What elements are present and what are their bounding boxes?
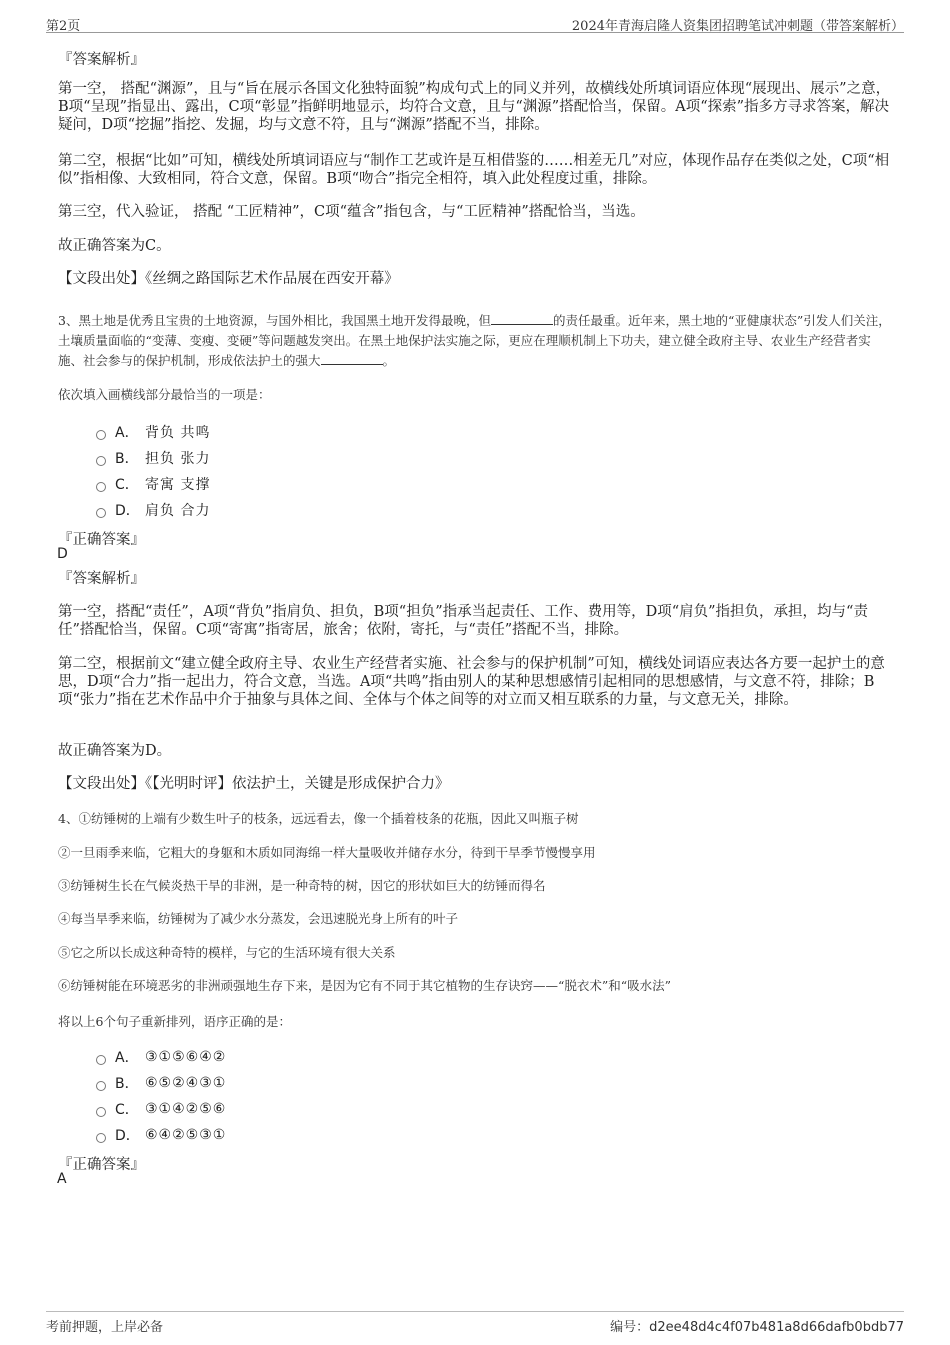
q3-stem: [58, 311, 892, 371]
page-header: [46, 12, 904, 33]
q3-analysis-label: 『答案解析』: [58, 571, 145, 587]
radio-icon[interactable]: [96, 1107, 106, 1117]
q3-option-a[interactable]: [96, 422, 210, 442]
q4-option-b[interactable]: [96, 1073, 226, 1093]
q3-stem-text-1: 3、黑土地是优秀且宝贵的土地资源，与国外相比，我国黑土地开发得最晚，但: [58, 313, 491, 328]
q2-analysis-p3: 第三空，代入验证， 搭配 “工匠精神”，C项“蕴含”指包含，与“工匠精神”搭配恰当，当选。: [58, 204, 645, 220]
q4-option-a[interactable]: [96, 1047, 226, 1067]
q4-sentence-6: ⑥纺锤树能在环境恶劣的非洲顽强地生存下来，是因为它有不同于其它植物的生存诀窍——“脱衣术”和“吸水法”: [58, 978, 672, 993]
q2-source: 【文段出处】《丝绸之路国际艺术作品展在西安开幕》: [58, 271, 399, 287]
q3-option-b[interactable]: [96, 448, 210, 468]
page-footer: [46, 1311, 904, 1336]
q3-conclusion: 故正确答案为D。: [58, 743, 172, 759]
q4-sentence-4: ④每当旱季来临，纺锤树为了减少水分蒸发，会迅速脱光身上所有的叶子: [58, 911, 459, 926]
option-text: ⑥④②⑤③①: [145, 1127, 227, 1143]
radio-icon[interactable]: [96, 456, 106, 466]
option-letter: B．: [115, 1076, 139, 1092]
footer-slogan: 考前押题，上岸必备: [46, 1320, 164, 1335]
option-text: ③①⑤⑥④②: [145, 1049, 227, 1065]
option-text: 背负 共鸣: [145, 425, 211, 441]
q2-conclusion: 故正确答案为C。: [58, 238, 171, 254]
option-letter: D．: [115, 1128, 140, 1144]
q4-correct-answer: A: [57, 1171, 67, 1187]
q4-sentence-3: ③纺锤树生长在气候炎热干旱的非洲，是一种奇特的树，因它的形状如巨大的纺锤而得名: [58, 878, 546, 893]
q3-analysis-p2: 第二空，根据前文“建立健全政府主导、农业生产经营者实施、社会参与的保护机制”可知，横线处词语应表达各方要一起护土的意思，D项“合力”指一起出力，符合文意，当选。A项“共鸣”指由别人的某种思想感情引起相同的思想感情，与文意不符，排除；B项“张力”指在艺术作品中介于抽象与具体之间、全体与个体之间等的对立而又相互联系的力量，与文意无关，排除。: [58, 656, 885, 708]
q3-source: 【文段出处】《【光明时评】依法护土，关键是形成保护合力》: [58, 776, 450, 792]
q2-analysis-label: 『答案解析』: [58, 52, 145, 68]
q3-correct-answer: D: [57, 546, 68, 562]
option-letter: B．: [115, 451, 139, 467]
option-text: ③①④②⑤⑥: [145, 1101, 227, 1117]
radio-icon[interactable]: [96, 1081, 106, 1091]
option-text: 担负 张力: [145, 451, 211, 467]
option-letter: C．: [115, 477, 139, 493]
q4-sentence-2: ②一旦雨季来临，它粗大的身躯和木质如同海绵一样大量吸收并储存水分，待到干旱季节慢慢享用: [58, 845, 596, 860]
q3-analysis-p1: 第一空，搭配“责任”，A项“背负”指肩负、担负，B项“担负”指承当起责任、工作、费用等，D项“肩负”指担负，承担，均与“责任”搭配恰当，保留。C项“寄寓”指寄居，旅舍；依附，寄托，与“责任”搭配不当，排除。: [58, 604, 868, 638]
q2-analysis-p1: 第一空， 搭配“渊源”，且与“旨在展示各国文化独特面貌”构成句式上的同义并列，故横线处所填词语应体现“展现出、展示”之意，B项“呈现”指显出、露出，C项“彰显”指鲜明地显示，均符合文意，且与“渊源”搭配恰当，保留。A项“探索”指多方寻求答案，解决疑问，D项“挖掘”指挖、发掘，均与文意不符，且与“渊源”搭配不当，排除。: [58, 81, 891, 133]
q3-blank-1: [491, 312, 553, 325]
radio-icon[interactable]: [96, 508, 106, 518]
q4-option-c[interactable]: [96, 1099, 226, 1119]
radio-icon[interactable]: [96, 482, 106, 492]
q3-option-c[interactable]: [96, 474, 210, 494]
q4-option-d[interactable]: [96, 1125, 226, 1145]
q3-prompt: 依次填入画横线部分最恰当的一项是：: [58, 387, 271, 402]
document-title: 2024年青海启隆人资集团招聘笔试冲刺题（带答案解析）: [571, 19, 904, 34]
radio-icon[interactable]: [96, 1055, 106, 1065]
option-letter: D．: [115, 503, 140, 519]
radio-icon[interactable]: [96, 430, 106, 440]
q3-stem-text-2: 的责任最重。近年来，黑土地的“亚健康状态”引发人们关注，土壤质量面临的“变薄、变瘦、变硬”等问题越发突出。在黑土地保护法实施之际，更应在理顺机制上下功夫，建立健全政府主导、农业生产经营者实施、社会参与的保护机制，形成依法护土的强大: [58, 313, 891, 368]
option-text: 寄寓 支撑: [145, 477, 211, 493]
option-letter: A．: [115, 425, 139, 441]
document-code: 编号：d2ee48d4c4f07b481a8d66dafb0bdb77: [610, 1320, 904, 1335]
q4-sentence-1: 4、①纺锤树的上端有少数生叶子的枝条，远远看去，像一个插着枝条的花瓶，因此又叫瓶子树: [58, 811, 579, 826]
q3-blank-2: [321, 352, 383, 365]
q4-correct-label: 『正确答案』: [58, 1157, 145, 1173]
option-text: ⑥⑤②④③①: [145, 1075, 227, 1091]
option-letter: C．: [115, 1102, 139, 1118]
page-number: 第2页: [46, 19, 81, 34]
radio-icon[interactable]: [96, 1133, 106, 1143]
q3-option-d[interactable]: [96, 500, 210, 520]
option-letter: A．: [115, 1050, 139, 1066]
q3-correct-label: 『正确答案』: [58, 532, 145, 548]
q4-prompt: 将以上6个句子重新排列，语序正确的是：: [58, 1014, 291, 1029]
option-text: 肩负 合力: [145, 503, 211, 519]
q4-sentence-5: ⑤它之所以长成这种奇特的模样，与它的生活环境有很大关系: [58, 945, 396, 960]
q3-stem-text-3: 。: [382, 353, 396, 368]
q2-analysis-p2: 第二空，根据“比如”可知，横线处所填词语应与“制作工艺或许是互相借鉴的……相差无几”对应，体现作品存在类似之处，C项“相似”指相像、大致相同，符合文意，保留。B项“吻合”指完全相符，填入此处程度过重，排除。: [58, 153, 890, 187]
